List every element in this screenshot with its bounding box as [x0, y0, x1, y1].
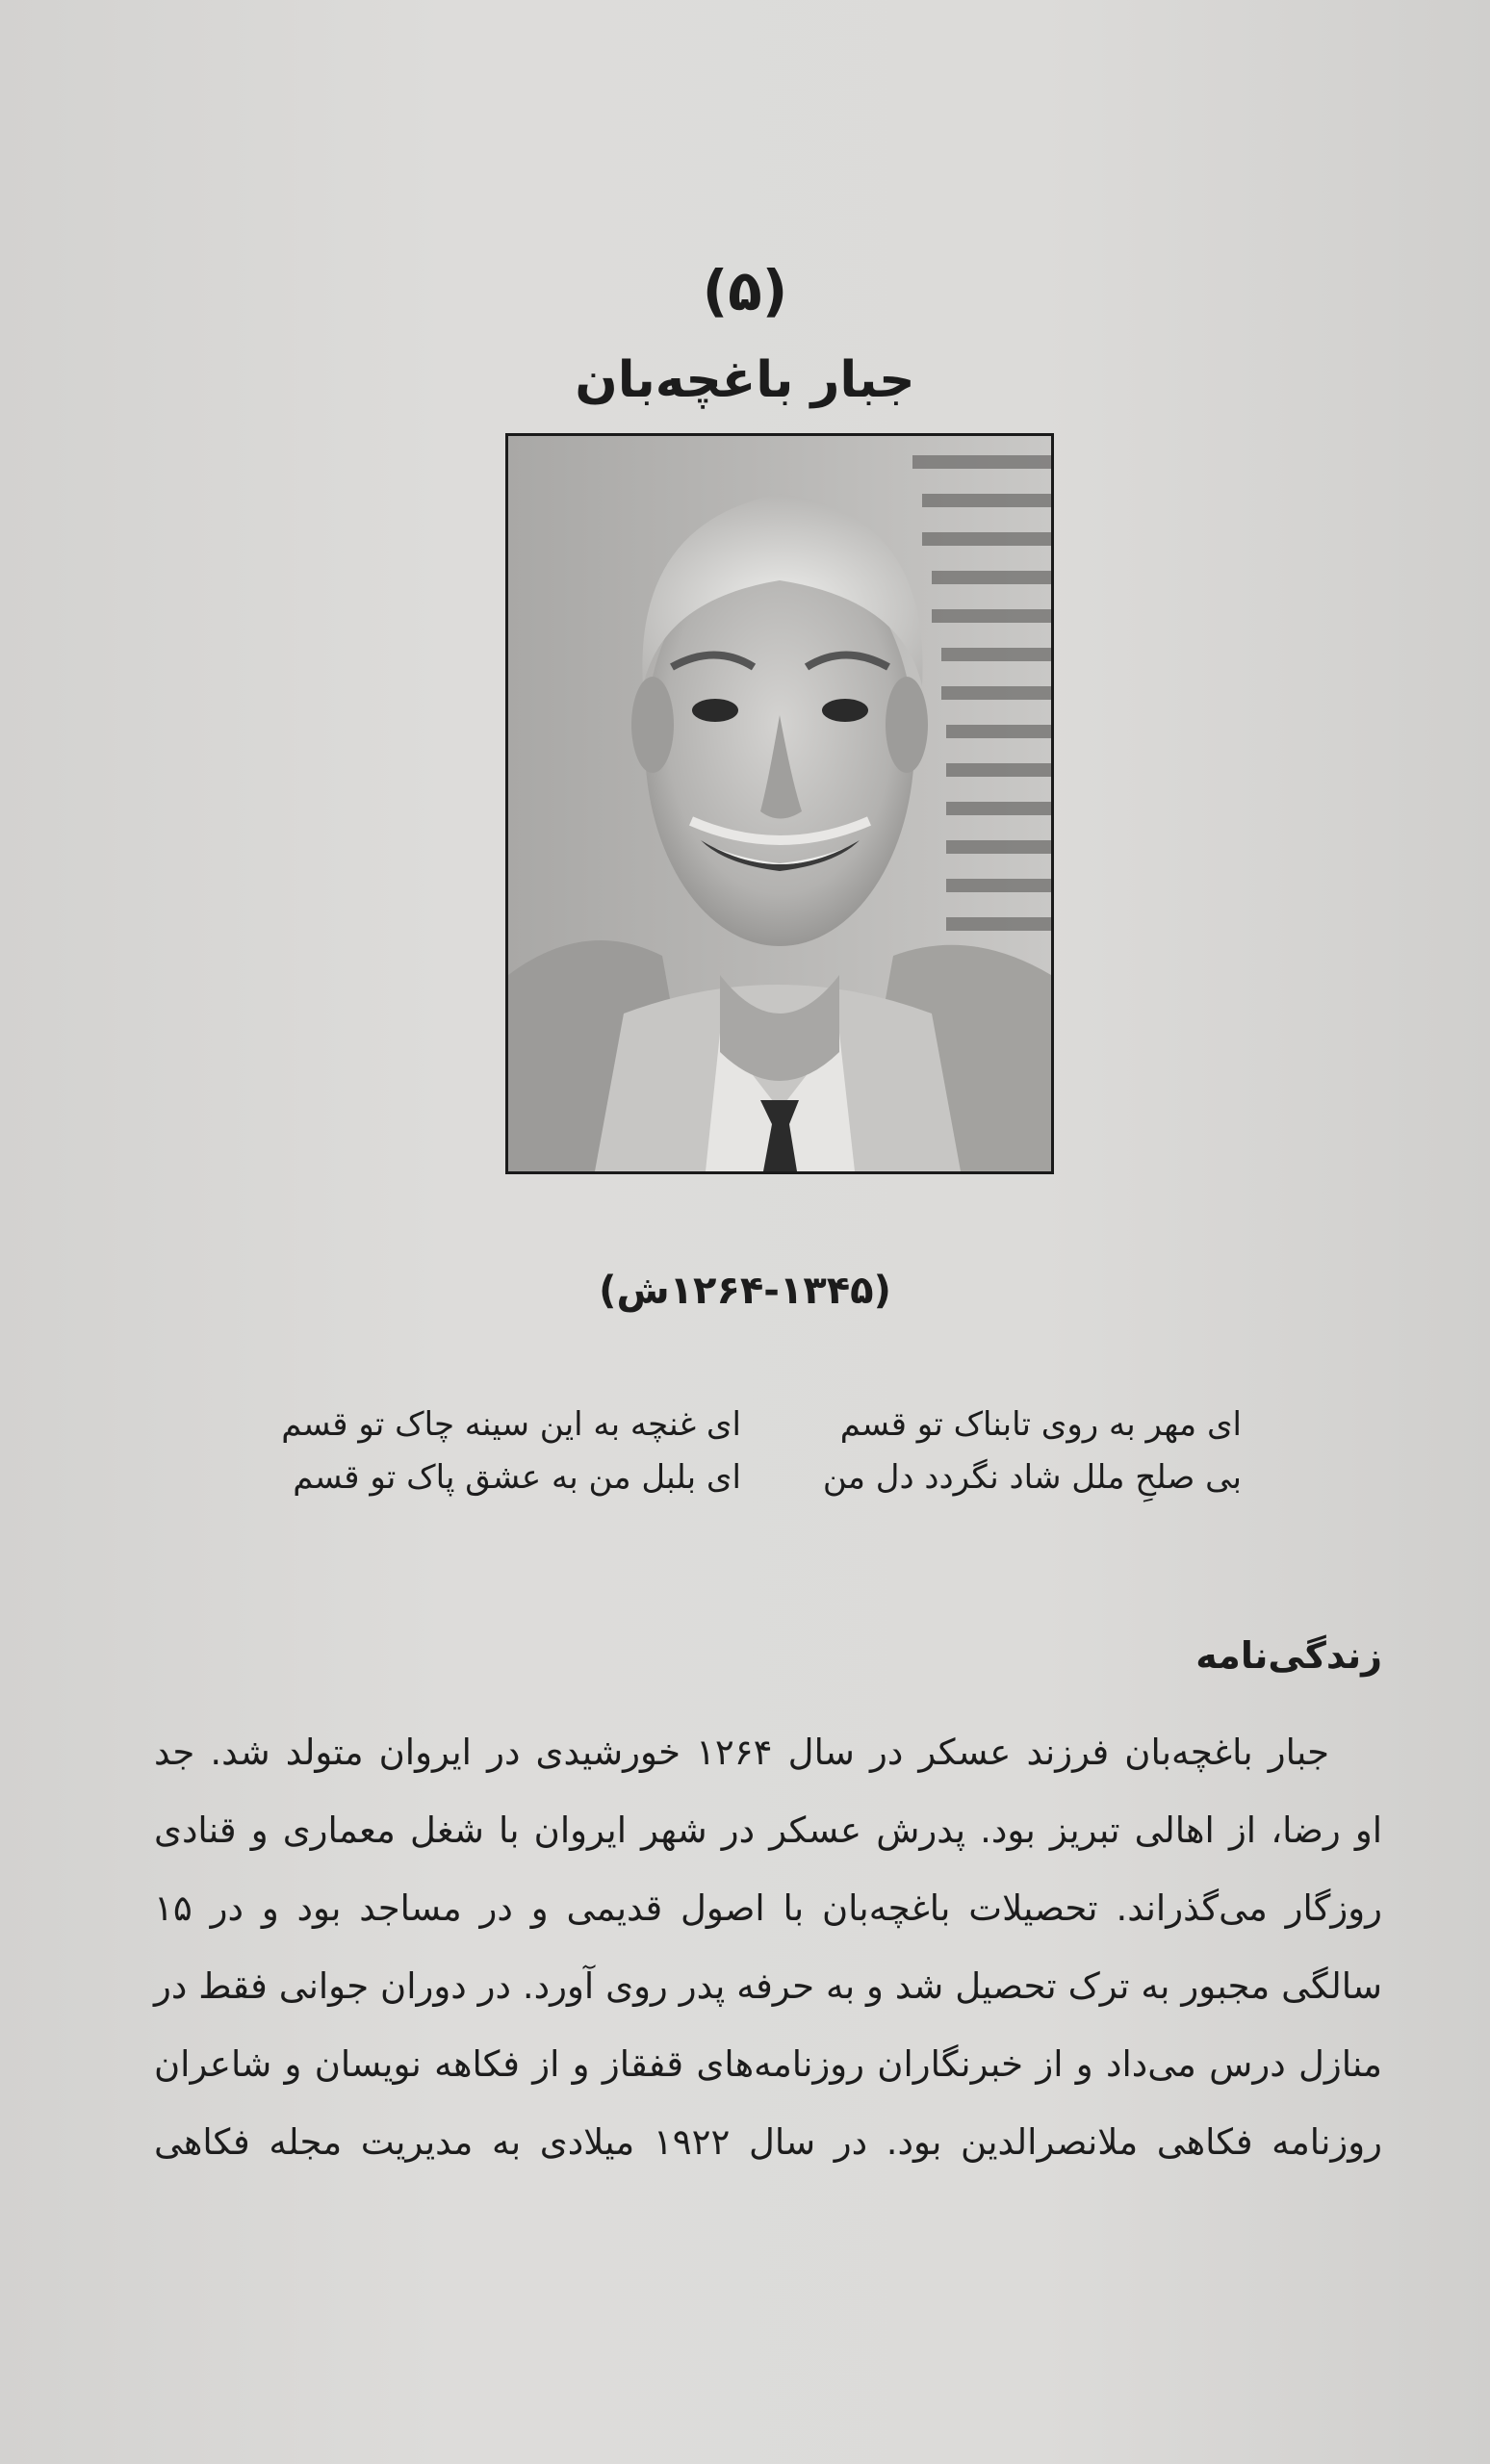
lifespan-dates: (۱۲۶۴-۱۳۴۵ش) — [599, 1269, 891, 1313]
poet-name-title: جبار باغچه‌بان — [575, 351, 915, 409]
biography-line: جبار باغچه‌بان فرزند عسکر در سال ۱۲۶۴ خورشیدی در ایروان متولد شد. جد — [154, 1732, 1329, 1773]
portrait-photo-icon — [508, 436, 1051, 1171]
biography-line: روزنامه فکاهی ملانصرالدین بود. در سال ۱۹۲۲ میلادی به مدیریت مجله فکاهی — [154, 2121, 1382, 2163]
verse-hemistich-left: ای بلبل من به عشق پاک تو قسم — [293, 1458, 741, 1497]
verse-hemistich-left: ای غنچه به این سینه چاک تو قسم — [281, 1405, 741, 1444]
biography-line: سالگی مجبور به ترک تحصیل شد و به حرفه پدر روی آورد. در دوران جوانی فقط در — [154, 1965, 1382, 2007]
chapter-number: (۵) — [702, 258, 788, 323]
verse-line — [279, 1458, 1242, 1497]
portrait-photo — [505, 433, 1054, 1174]
biography-line: روزگار می‌گذراند. تحصیلات باغچه‌بان با اصول قدیمی و در مساجد بود و در ۱۵ — [154, 1887, 1382, 1929]
verse-hemistich-right: بی صلحِ ملل شاد نگردد دل من — [822, 1458, 1242, 1497]
verse-line — [279, 1405, 1242, 1444]
verse-hemistich-right: ای مهر به روی تابناک تو قسم — [839, 1405, 1242, 1444]
biography-text — [154, 1713, 1382, 2181]
biography-line: منازل درس می‌داد و از خبرنگاران روزنامه‌های قفقاز و از فکاهه نویسان و شاعران — [154, 2043, 1382, 2085]
biography-line: او رضا، از اهالی تبریز بود. پدرش عسکر در شهر ایروان با شغل معماری و قنادی — [154, 1810, 1382, 1851]
biography-heading: زندگی‌نامه — [1195, 1634, 1382, 1677]
